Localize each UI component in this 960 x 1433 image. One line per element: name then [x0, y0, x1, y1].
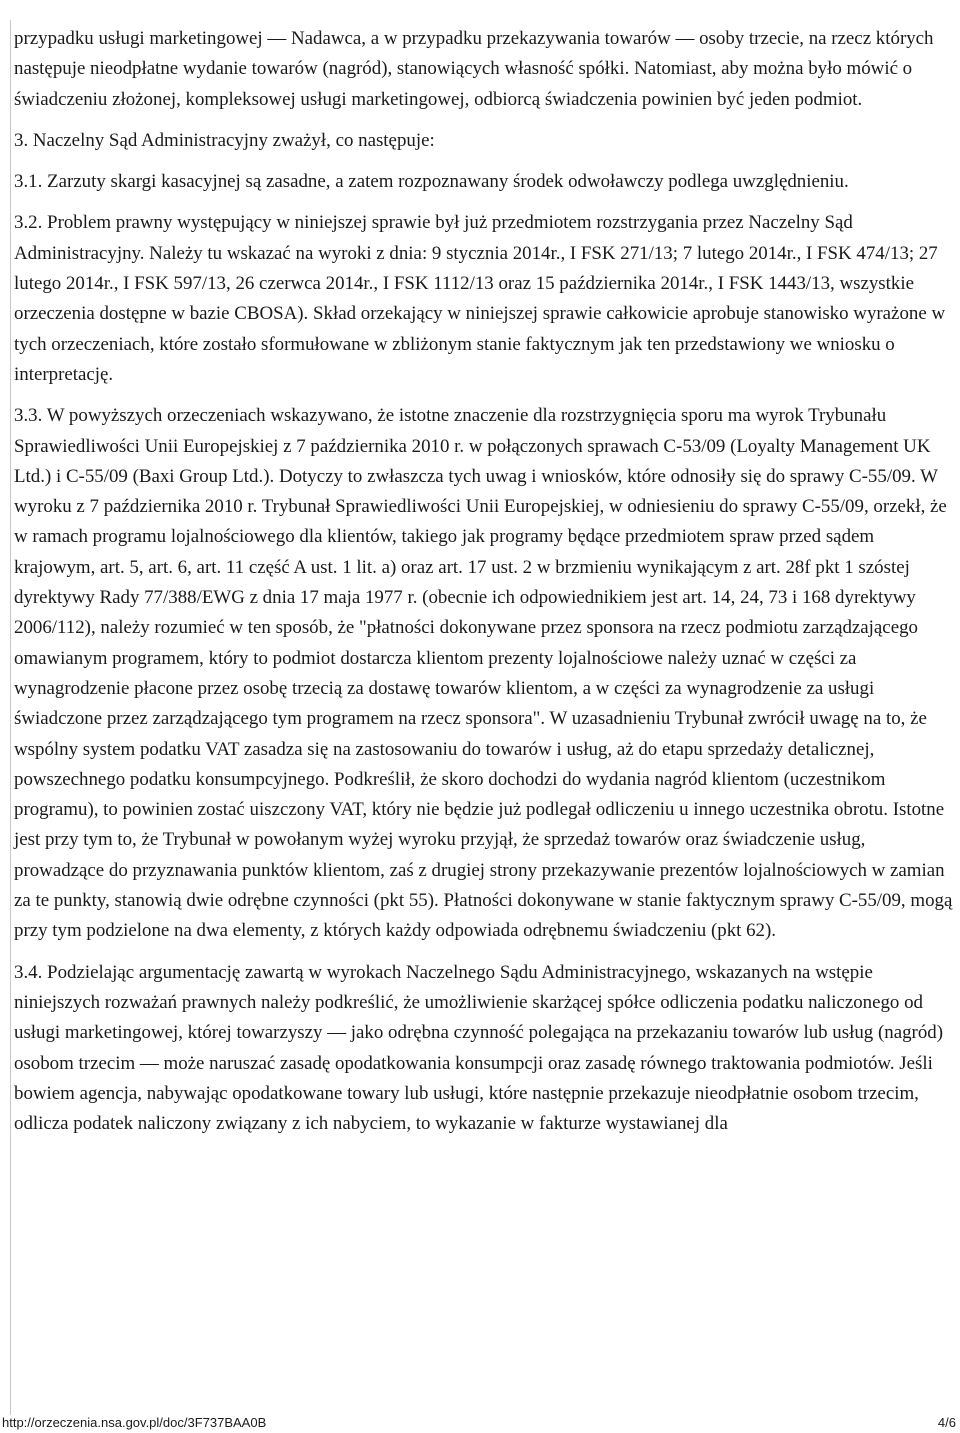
document-frame	[10, 20, 959, 1415]
source-url[interactable]: http://orzeczenia.nsa.gov.pl/doc/3F737BAA0B	[2, 1415, 267, 1430]
document-title: I FSK 1652/13 - Wyrok NSA z 2014-11-05	[355, 2, 605, 17]
page-number: 4/6	[937, 1415, 956, 1430]
paragraph-3-4: 3.4. Podzielając argumentację zawartą w wyrokach Naczelnego Sądu Administracyjnego, wskazanych na wstępie niniejszych rozważań prawnych należy podkreślić, że umożliwienie skarżącej spółce odliczenia podatku naliczonego od usługi marketingowej, której towarzyszy — jako odrębna czynność polegająca na przekazaniu towarów lub usług (nagród) osobom trzecim — może naruszać zasadę opodatkowania konsumpcji oraz zasadę równego traktowania podmiotów. Jeśli bowiem agencja, nabywając opodatkowane towary lub usługi, które następnie przekazuje nieodpłatnie osobom trzecim, odlicza podatek naliczony związany z ich nabyciem, to wykazanie w fakturze wystawianej dla	[14, 961, 943, 1135]
print-date: 22.12.2014	[2, 2, 70, 17]
print-header	[0, 0, 960, 20]
paragraph-continuation: przypadku usługi marketingowej — Nadawca, a w przypadku przekazywania towarów — osoby trzecie, na rzecz których następuje nieodpłatne wydanie towarów (nagród), stanowiących własność spółki. Natomiast, aby można było mówić o świadczeniu złożonej, kompleksowej usługi marketingowej, odbiorcą świadczenia powinien być jeden podmiot.	[14, 28, 934, 110]
section-heading-3: 3. Naczelny Sąd Administracyjny zważył, co następuje:	[14, 129, 435, 151]
print-footer	[0, 1413, 960, 1433]
paragraph-3-3: 3.3. W powyższych orzeczeniach wskazywano, że istotne znaczenie dla rozstrzygnięcia sporu ma wyrok Trybunału Sprawiedliwości Unii Europejskiej z 7 października 2010 r. w połączonych sprawach C-53/09 (Loyalty Management UK Ltd.) i C-55/09 (Baxi Group Ltd.). Dotyczy to zwłaszcza tych uwag i wniosków, które odnosiły się do sprawy C-55/09. W wyroku z 7 października 2010 r. Trybunał Sprawiedliwości Unii Europejskiej, w odniesieniu do sprawy C-55/09, orzekł, że w ramach programu lojalnościowego dla klientów, takiego jak programy będące przedmiotem spraw przed sądem krajowym, art. 5, art. 6, art. 11 część A ust. 1 lit. a) oraz art. 17 ust. 2 w brzmieniu wynikającym z art. 28f pkt 1 szóstej dyrektywy Rady 77/388/EWG z dnia 17 maja 1977 r. (obecnie ich odpowiednikiem jest art. 14, 24, 73 i 168 dyrektywy 2006/112), należy rozumieć w ten sposób, że "płatności dokonywane przez sponsora na rzecz podmiotu zarządzającego omawianym programem, który to podmiot dostarcza klientom prezenty lojalnościowe należy uznać w części za wynagrodzenie płacone przez osobę trzecią za dostawę towarów klientom, a w części za wynagrodzenie za usługi świadczone przez zarządzającego tym programem na rzecz sponsora". W uzasadnieniu Trybunał zwrócił uwagę na to, że wspólny system podatku VAT zasadza się na zastosowaniu do towarów i usług, aż do etapu sprzedaży detalicznej, powszechnego podatku konsumpcyjnego. Podkreślił, że skoro dochodzi do wydania nagród klientom (uczestnikom programu), to powinien zostać uiszczony VAT, który nie będzie już podlegał odliczeniu u innego uczestnika obrotu. Istotne jest przy tym to, że Trybunał w powołanym wyżej wyroku przyjął, że sprzedaż towarów oraz świadczenie usług, prowadzące do przyznawania punktów klientom, zaś z drugiej strony przekazywanie prezentów lojalnościowych w zamian za te punkty, stanowią dwie odrębne czynności (pkt 55). Płatności dokonywane w stanie faktycznym sprawy C-55/09, mogą przy tym podzielone na dwa elementy, z których każdy odpowiada odrębnemu świadczeniu (pkt 62).	[14, 405, 953, 942]
paragraph-3-1: 3.1. Zarzuty skargi kasacyjnej są zasadne, a zatem rozpoznawany środek odwoławczy podlega uwzględnieniu.	[14, 171, 849, 193]
paragraph-3-2: 3.2. Problem prawny występujący w niniejszej sprawie był już przedmiotem rozstrzygania przez Naczelny Sąd Administracyjny. Należy tu wskazać na wyroki z dnia: 9 stycznia 2014r., I FSK 271/13; 7 lutego 2014r., I FSK 474/13; 27 lutego 2014r., I FSK 597/13, 26 czerwca 2014r., I FSK 1112/13 oraz 15 października 2014r., I FSK 1443/13, wszystkie orzeczenia dostępne w bazie CBOSA). Skład orzekający w niniejszej sprawie całkowicie aprobuje stanowisko wyrażone w tych orzeczeniach, które zostało sformułowane w zbliżonym stanie faktycznym jak ten przedstawiony we wniosku o interpretację.	[14, 212, 946, 385]
document-body	[14, 24, 956, 1150]
